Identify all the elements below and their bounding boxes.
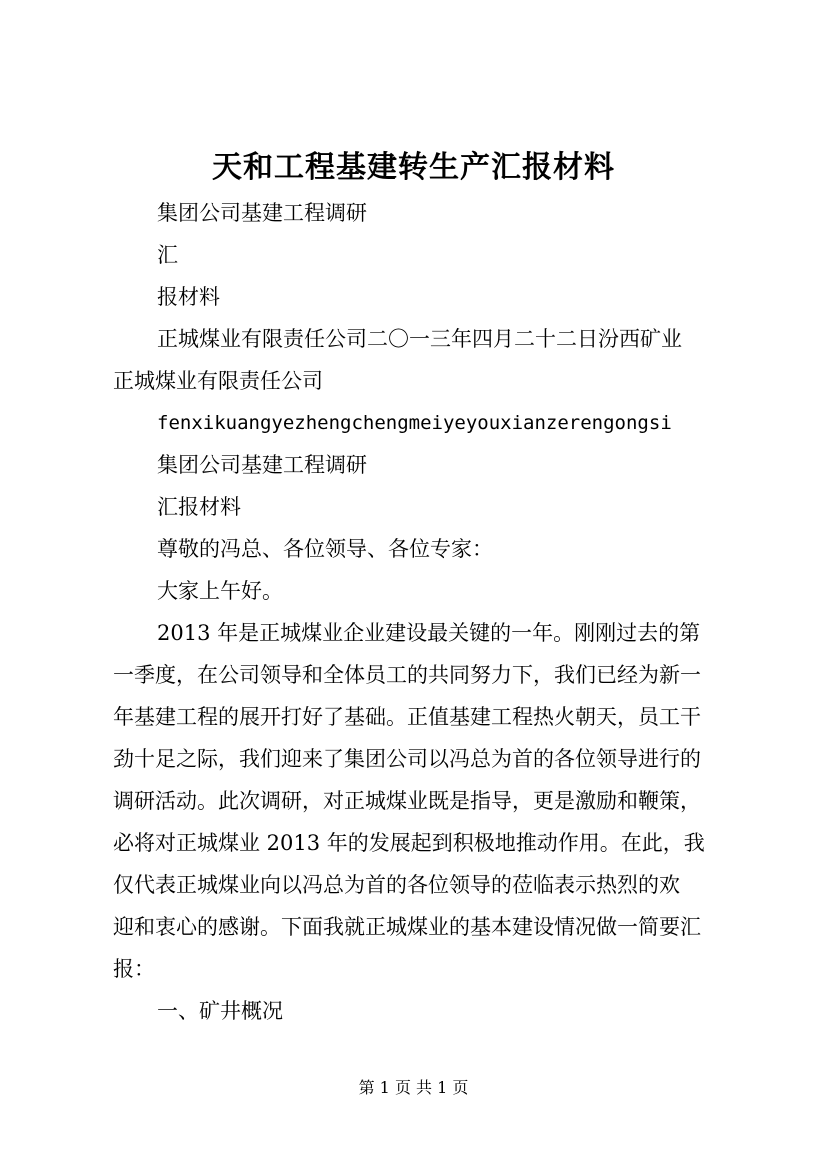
paragraph-line-8: 迎和衷心的感谢。下面我就正城煤业的基本建设情况做一简要汇 xyxy=(113,915,701,939)
paragraph-line-1: 2013 年是正城煤业企业建设最关键的一年。刚刚过去的第 xyxy=(157,621,701,645)
salutation-line: 尊敬的冯总、各位领导、各位专家： xyxy=(157,537,493,561)
document-title: 天和工程基建转生产汇报材料 xyxy=(212,150,615,185)
subtitle-line-3: 报材料 xyxy=(157,285,220,309)
section-heading: 一、矿井概况 xyxy=(157,999,283,1023)
paragraph-line-4: 劲十足之际，我们迎来了集团公司以冯总为首的各位领导进行的 xyxy=(113,747,701,771)
company-name-line: 正城煤业有限责任公司 xyxy=(113,369,323,393)
paragraph-line-5: 调研活动。此次调研，对正城煤业既是指导，更是激励和鞭策， xyxy=(113,789,701,813)
page-footer: 第 1 页 共 1 页 xyxy=(358,1078,469,1097)
paragraph-line-7: 仅代表正城煤业向以冯总为首的各位领导的莅临表示热烈的欢 xyxy=(113,873,680,897)
paragraph-line-3: 年基建工程的展开打好了基础。正值基建工程热火朝天，员工干 xyxy=(113,705,701,729)
greeting-line: 大家上午好。 xyxy=(157,579,283,603)
paragraph-line-9: 报： xyxy=(113,957,155,981)
subtitle-line-5: 汇报材料 xyxy=(157,495,241,519)
subtitle-line-4: 集团公司基建工程调研 xyxy=(157,453,367,477)
company-date-line: 正城煤业有限责任公司二〇一三年四月二十二日汾西矿业 xyxy=(157,327,682,351)
company-pinyin-line: fenxikuangyezhengchengmeiyeyouxianzerengongsi xyxy=(157,412,672,434)
subtitle-line-1: 集团公司基建工程调研 xyxy=(157,201,367,225)
paragraph-line-6: 必将对正城煤业 2013 年的发展起到积极地推动作用。在此，我 xyxy=(113,831,705,855)
paragraph-line-2: 一季度，在公司领导和全体员工的共同努力下，我们已经为新一 xyxy=(113,663,701,687)
subtitle-line-2: 汇 xyxy=(157,243,178,267)
